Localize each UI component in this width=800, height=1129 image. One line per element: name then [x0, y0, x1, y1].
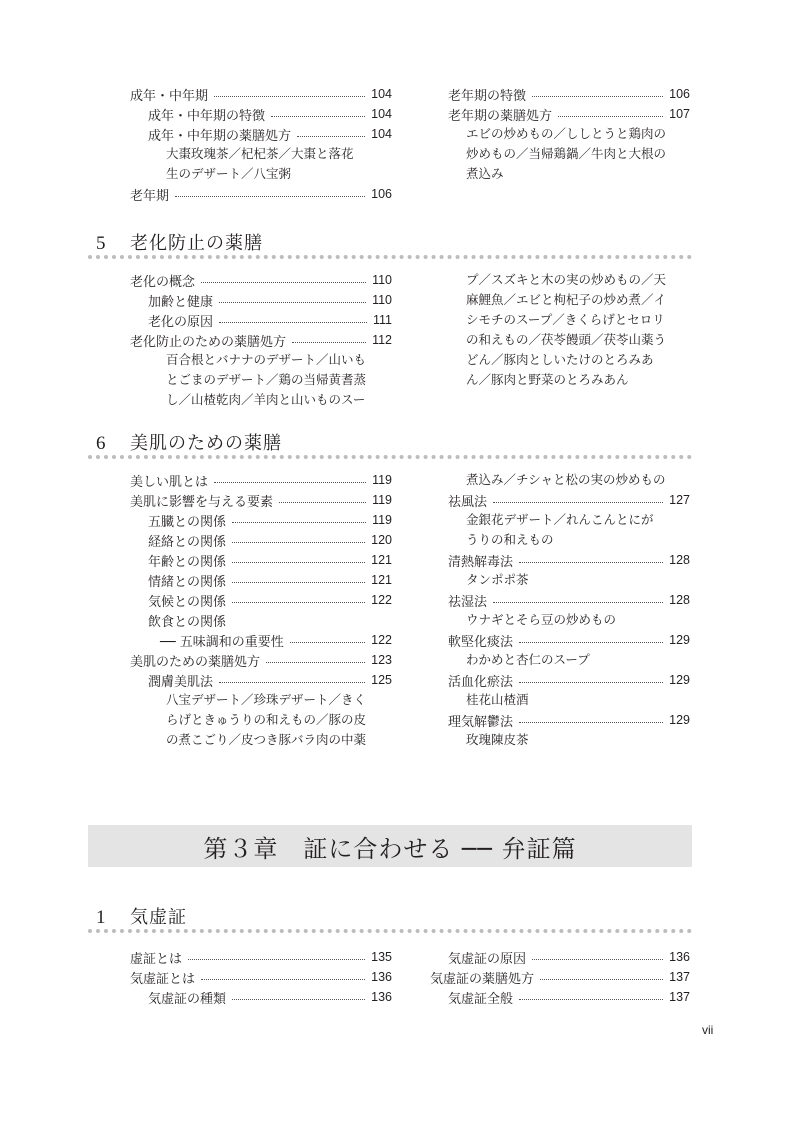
- leader-dots: [519, 722, 663, 723]
- recipe-line: エビの炒めもの／ししとうと鶏肉の: [466, 126, 667, 141]
- toc-entry[interactable]: [448, 104, 690, 124]
- recipe-line: シモチのスープ／きくらげとセロリ: [466, 312, 665, 327]
- toc-entry-page: 104: [371, 127, 392, 141]
- toc-entry[interactable]: [448, 84, 690, 104]
- toc-entry-label: 美肌に影響を与える要素: [130, 494, 274, 510]
- toc-entry-label: 老化防止のための薬膳処方: [130, 334, 287, 350]
- leader-dots: [271, 116, 365, 117]
- toc-entry-label: 老年期: [130, 188, 170, 204]
- leader-dots: [188, 959, 365, 960]
- recipe-list: [466, 470, 690, 490]
- recipe-line: 玫瑰陳皮茶: [466, 732, 529, 747]
- leader-dots: [266, 662, 365, 663]
- toc-entry[interactable]: [448, 670, 690, 690]
- chapter-title-bar: [88, 825, 692, 867]
- leader-dots: [540, 979, 663, 980]
- toc-entry-page: 129: [669, 633, 690, 647]
- leader-dots: [493, 502, 663, 503]
- section-rule: [88, 929, 692, 933]
- toc-entry-page: 136: [371, 970, 392, 984]
- toc-entry-page: 107: [669, 107, 690, 121]
- toc-entry[interactable]: [448, 987, 690, 1007]
- toc-entry-label: ── 五味調和の重要性: [160, 634, 284, 650]
- recipe-line: ん／豚肉と野菜のとろみあん: [466, 372, 629, 387]
- toc-entry-page: 128: [669, 553, 690, 567]
- toc-entry[interactable]: [148, 570, 392, 590]
- toc-entry-page: 136: [669, 950, 690, 964]
- leader-dots: [519, 562, 663, 563]
- recipe-line: ウナギとそら豆の炒めもの: [466, 612, 617, 627]
- leader-dots: [214, 482, 366, 483]
- toc-entry[interactable]: [148, 310, 392, 330]
- toc-entry[interactable]: [448, 710, 690, 730]
- toc-entry[interactable]: [448, 590, 690, 610]
- toc-entry-page: 119: [372, 513, 392, 527]
- toc-entry-page: 121: [371, 573, 392, 587]
- toc-entry-label: 祛湿法: [448, 594, 488, 610]
- recipe-line: 煮込み: [466, 166, 504, 181]
- toc-entry[interactable]: [448, 550, 690, 570]
- toc-entry-label: 年齢との関係: [148, 554, 227, 570]
- recipe-line: 炒めもの／当帰鶏鍋／牛肉と大根の: [466, 146, 667, 161]
- section-title: 美肌のための薬膳: [130, 433, 282, 454]
- toc-entry[interactable]: [448, 630, 690, 650]
- recipe-line: うりの和えもの: [466, 532, 554, 547]
- toc-entry-label: 成年・中年期の特徴: [148, 108, 266, 124]
- toc-entry-page: 125: [371, 673, 392, 687]
- toc-entry-page: 120: [371, 533, 392, 547]
- leader-dots: [232, 542, 365, 543]
- toc-entry-page: 104: [371, 87, 392, 101]
- toc-entry-page: 135: [371, 950, 392, 964]
- recipe-list: [466, 270, 690, 390]
- toc-entry-page: 123: [371, 653, 392, 667]
- toc-entry-label: 老化の概念: [130, 274, 196, 290]
- toc-entry[interactable]: [148, 530, 392, 550]
- toc-entry-label: 潤膚美肌法: [148, 674, 214, 690]
- leader-dots: [519, 682, 663, 683]
- leader-dots: [297, 136, 365, 137]
- leader-dots: [532, 959, 663, 960]
- toc-entry[interactable]: [130, 330, 392, 350]
- recipe-line: どん／豚肉としいたけのとろみあ: [466, 352, 654, 367]
- recipe-line: 桂花山楂酒: [466, 692, 529, 707]
- section-title: 気虚証: [130, 907, 187, 928]
- recipe-list: [466, 690, 690, 710]
- toc-entry-page: 119: [372, 493, 392, 507]
- toc-entry-page: 122: [371, 633, 392, 647]
- recipe-list: [466, 650, 690, 670]
- toc-entry-label: 気虚証の原因: [448, 951, 527, 967]
- toc-entry-label: 五臓との関係: [148, 514, 227, 530]
- toc-entry-page: 110: [372, 293, 392, 307]
- recipe-list: [466, 730, 690, 750]
- toc-entry-page: 112: [372, 333, 392, 347]
- leader-dots: [232, 602, 365, 603]
- toc-entry[interactable]: [130, 84, 392, 104]
- leader-dots: [232, 582, 365, 583]
- toc-entry-page: 128: [669, 593, 690, 607]
- leader-dots: [232, 562, 365, 563]
- toc-entry[interactable]: [148, 590, 392, 610]
- leader-dots: [219, 682, 365, 683]
- section-number: 6: [96, 433, 107, 454]
- recipe-line: プ／スズキと木の実の炒めもの／天: [466, 272, 667, 287]
- toc-entry-label: 虚証とは: [130, 951, 183, 967]
- leader-dots: [279, 502, 366, 503]
- toc-entry-label: 気虚証の種類: [148, 991, 227, 1007]
- recipe-line: 百合根とバナナのデザート／山いも: [166, 352, 367, 367]
- toc-entry-page: 137: [669, 990, 690, 1004]
- leader-dots: [493, 602, 663, 603]
- leader-dots: [232, 999, 365, 1000]
- toc-entry-label: 老化の原因: [148, 314, 214, 330]
- toc-entry-label: 成年・中年期: [130, 88, 209, 104]
- toc-entry-label: 活血化瘀法: [448, 674, 514, 690]
- leader-dots: [214, 96, 365, 97]
- leader-dots: [219, 302, 366, 303]
- toc-entry-label: 理気解鬱法: [448, 714, 514, 730]
- recipe-line: タンポポ茶: [466, 572, 529, 587]
- recipe-line: 大棗玫瑰茶／杞杞茶／大棗と落花: [166, 146, 354, 161]
- toc-entry[interactable]: [130, 470, 392, 490]
- toc-entry[interactable]: [130, 270, 392, 290]
- section-heading: [96, 429, 282, 455]
- section-title: 老化防止の薬膳: [130, 233, 263, 254]
- toc-entry-page: 137: [669, 970, 690, 984]
- toc-entry[interactable]: [160, 630, 392, 650]
- toc-entry[interactable]: [148, 290, 392, 310]
- toc-entry-label: 祛風法: [448, 494, 488, 510]
- recipe-list: [466, 510, 690, 550]
- section-heading: [96, 229, 263, 255]
- recipe-line: の煮こごり／皮つき豚バラ肉の中薬: [166, 732, 367, 747]
- toc-entry-label: 軟堅化痰法: [448, 634, 514, 650]
- toc-entry-label: 成年・中年期の薬膳処方: [148, 128, 292, 144]
- toc-entry-label: 気虚証の薬膳処方: [430, 971, 535, 987]
- toc-entry-page: 110: [372, 273, 392, 287]
- toc-entry[interactable]: [430, 967, 690, 987]
- toc-entry[interactable]: [130, 947, 392, 967]
- toc-entry[interactable]: [148, 510, 392, 530]
- toc-entry[interactable]: [148, 104, 392, 124]
- toc-entry[interactable]: [148, 610, 392, 630]
- toc-entry[interactable]: [148, 670, 392, 690]
- toc-entry-page: 127: [669, 493, 690, 507]
- toc-entry-label: 老年期の特徴: [448, 88, 527, 104]
- leader-dots: [219, 322, 367, 323]
- toc-entry[interactable]: [130, 490, 392, 510]
- recipe-list: [166, 144, 392, 184]
- recipe-line: 金銀花デザート／れんこんとにが: [466, 512, 654, 527]
- toc-entry-label: 老年期の薬膳処方: [448, 108, 553, 124]
- toc-entry-label: 気虚証とは: [130, 971, 196, 987]
- recipe-line: 麻鯉魚／エビと枸杞子の炒め煮／イ: [466, 292, 667, 307]
- toc-entry-page: 119: [372, 473, 392, 487]
- toc-entry-label: 情緒との関係: [148, 574, 227, 590]
- leader-dots: [532, 96, 663, 97]
- leader-dots: [519, 999, 663, 1000]
- toc-entry-page: 111: [372, 313, 392, 327]
- leader-dots: [201, 979, 365, 980]
- recipe-line: とごまのデザート／鶏の当帰黄耆蒸: [166, 372, 367, 387]
- recipe-line: し／山楂乾肉／羊肉と山いものスー: [166, 392, 366, 407]
- recipe-line: 生のデザート／八宝粥: [166, 166, 292, 181]
- recipe-line: わかめと杏仁のスープ: [466, 652, 590, 667]
- leader-dots: [290, 642, 365, 643]
- toc-entry-label: 飲食との関係: [148, 614, 227, 630]
- section-number: 1: [96, 907, 107, 928]
- toc-entry-page: 136: [371, 990, 392, 1004]
- toc-entry-label: 清熱解毒法: [448, 554, 514, 570]
- toc-entry-label: 加齢と健康: [148, 294, 214, 310]
- recipe-list: [166, 690, 392, 750]
- leader-dots: [232, 522, 366, 523]
- toc-entry-page: 129: [669, 713, 690, 727]
- recipe-list: [466, 610, 690, 630]
- section-number: 5: [96, 233, 107, 254]
- toc-entry-page: 121: [371, 553, 392, 567]
- leader-dots: [292, 342, 366, 343]
- toc-entry[interactable]: [130, 967, 392, 987]
- leader-dots: [519, 642, 663, 643]
- recipe-line: の和えもの／茯苓饅頭／茯苓山薬う: [466, 332, 667, 347]
- leader-dots: [201, 282, 366, 283]
- page-number: vii: [702, 1023, 714, 1037]
- leader-dots: [558, 116, 663, 117]
- leader-dots: [175, 196, 365, 197]
- chapter-title: 第３章 証に合わせる ── 弁証篇: [203, 834, 577, 863]
- toc-entry-label: 美しい肌とは: [130, 474, 209, 490]
- toc-entry-label: 経絡との関係: [148, 534, 227, 550]
- toc-entry-page: 104: [371, 107, 392, 121]
- toc-entry[interactable]: [148, 550, 392, 570]
- recipe-list: [466, 124, 690, 184]
- toc-entry-page: 122: [371, 593, 392, 607]
- toc-entry[interactable]: [448, 490, 690, 510]
- toc-entry-label: 美肌のための薬膳処方: [130, 654, 261, 670]
- recipe-line: らげときゅうりの和えもの／豚の皮: [166, 712, 367, 727]
- toc-entry[interactable]: [130, 184, 392, 204]
- recipe-line: 八宝デザート／珍珠デザート／きく: [166, 692, 367, 707]
- toc-entry[interactable]: [148, 987, 392, 1007]
- section-rule: [88, 455, 692, 459]
- recipe-list: [166, 350, 392, 410]
- toc-entry[interactable]: [148, 124, 392, 144]
- toc-entry-label: 気虚証全般: [448, 991, 514, 1007]
- recipe-line: 煮込み／チシャと松の実の炒めもの: [466, 472, 666, 487]
- toc-entry-label: 気候との関係: [148, 594, 227, 610]
- toc-entry[interactable]: [130, 650, 392, 670]
- toc-entry-page: 129: [669, 673, 690, 687]
- recipe-list: [466, 570, 690, 590]
- toc-entry-page: 106: [371, 187, 392, 201]
- toc-entry-page: 106: [669, 87, 690, 101]
- section-rule: [88, 255, 692, 259]
- section-heading: [96, 903, 187, 929]
- toc-entry[interactable]: [448, 947, 690, 967]
